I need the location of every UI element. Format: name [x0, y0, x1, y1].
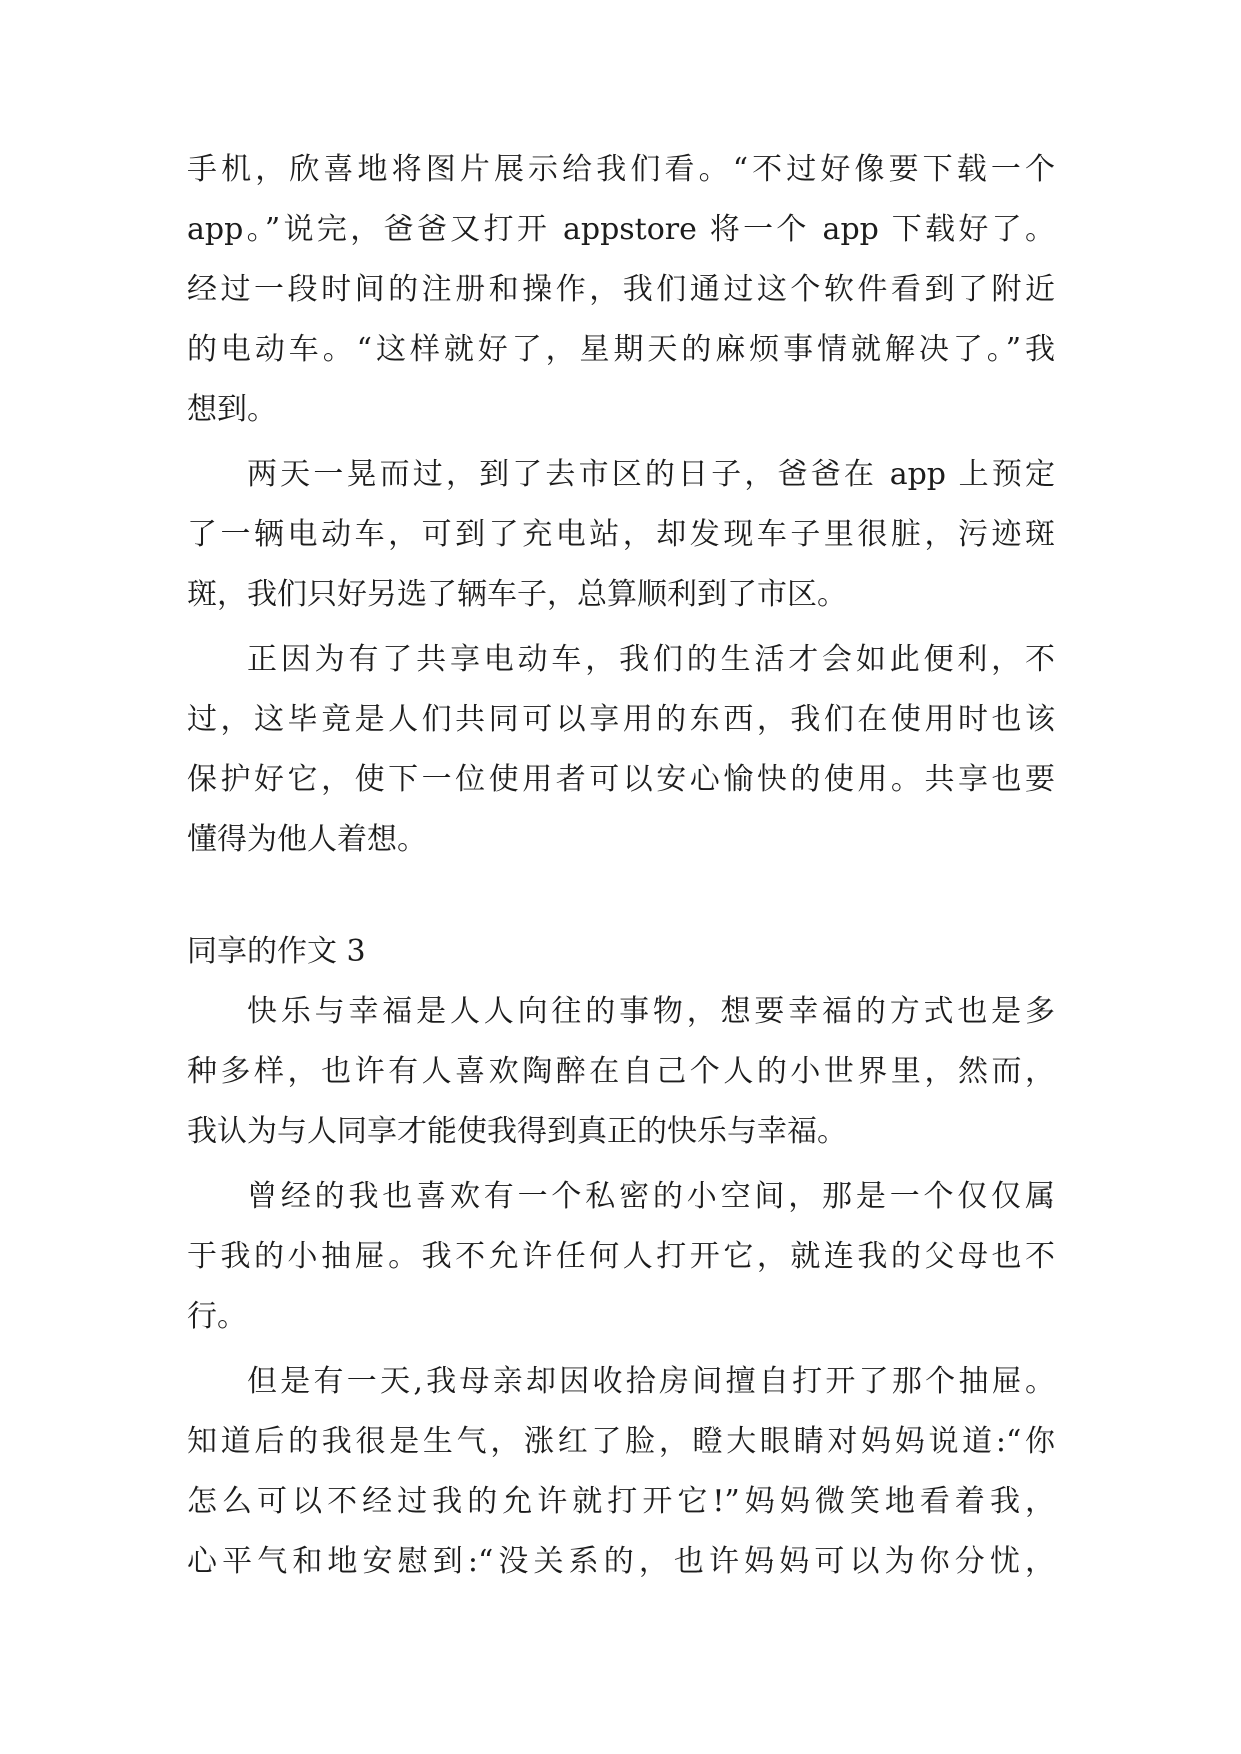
paragraph-3	[187, 630, 1055, 870]
paragraph-2	[187, 445, 1055, 625]
paragraph-1	[187, 140, 1055, 440]
paragraph-line: 怎么可以不经过我的允许就打开它!”妈妈微笑地看着我，	[187, 1484, 1055, 1519]
paragraph-line: 但是有一天,我母亲却因收拾房间擅自打开了那个抽屉。	[247, 1364, 1055, 1399]
paragraph-line: 过，这毕竟是人们共同可以享用的东西，我们在使用时也该	[187, 702, 1055, 737]
paragraph-line: 懂得为他人着想。	[187, 822, 427, 857]
paragraph-line: 行。	[187, 1299, 247, 1334]
paragraph-line: 心平气和地安慰到:“没关系的，也许妈妈可以为你分忧，	[187, 1544, 1055, 1579]
paragraph-line: 两天一晃而过，到了去市区的日子，爸爸在 app 上预定	[247, 457, 1055, 492]
paragraph-5	[187, 1167, 1055, 1347]
paragraph-line: 保护好它，使下一位使用者可以安心愉快的使用。共享也要	[187, 762, 1055, 797]
paragraph-line: 经过一段时间的注册和操作，我们通过这个软件看到了附近	[187, 272, 1055, 307]
paragraph-line: 种多样，也许有人喜欢陶醉在自己个人的小世界里，然而，	[187, 1054, 1055, 1089]
paragraph-line: 斑，我们只好另选了辆车子，总算顺利到了市区。	[187, 577, 847, 612]
section-title: 同享的作文 3	[187, 934, 366, 969]
paragraph-line: 手机，欣喜地将图片展示给我们看。“不过好像要下载一个	[187, 152, 1055, 187]
paragraph-line: app。”说完，爸爸又打开 appstore 将一个 app 下载好了。	[187, 212, 1055, 247]
paragraph-line: 于我的小抽屉。我不允许任何人打开它，就连我的父母也不	[187, 1239, 1055, 1274]
paragraph-line: 了一辆电动车，可到了充电站，却发现车子里很脏，污迹斑	[187, 517, 1055, 552]
paragraph-line: 快乐与幸福是人人向往的事物，想要幸福的方式也是多	[247, 994, 1055, 1029]
paragraph-6	[187, 1352, 1055, 1592]
paragraph-line: 正因为有了共享电动车，我们的生活才会如此便利，不	[247, 642, 1055, 677]
paragraph-line: 曾经的我也喜欢有一个私密的小空间，那是一个仅仅属	[247, 1179, 1055, 1214]
paragraph-line: 知道后的我很是生气，涨红了脸，瞪大眼睛对妈妈说道:“你	[187, 1424, 1055, 1459]
paragraph-line: 我认为与人同享才能使我得到真正的快乐与幸福。	[187, 1114, 847, 1149]
paragraph-line: 的电动车。“这样就好了，星期天的麻烦事情就解决了。”我	[187, 332, 1055, 367]
document-body	[187, 140, 1055, 1592]
paragraph-line: 想到。	[187, 392, 277, 427]
paragraph-4	[187, 982, 1055, 1162]
